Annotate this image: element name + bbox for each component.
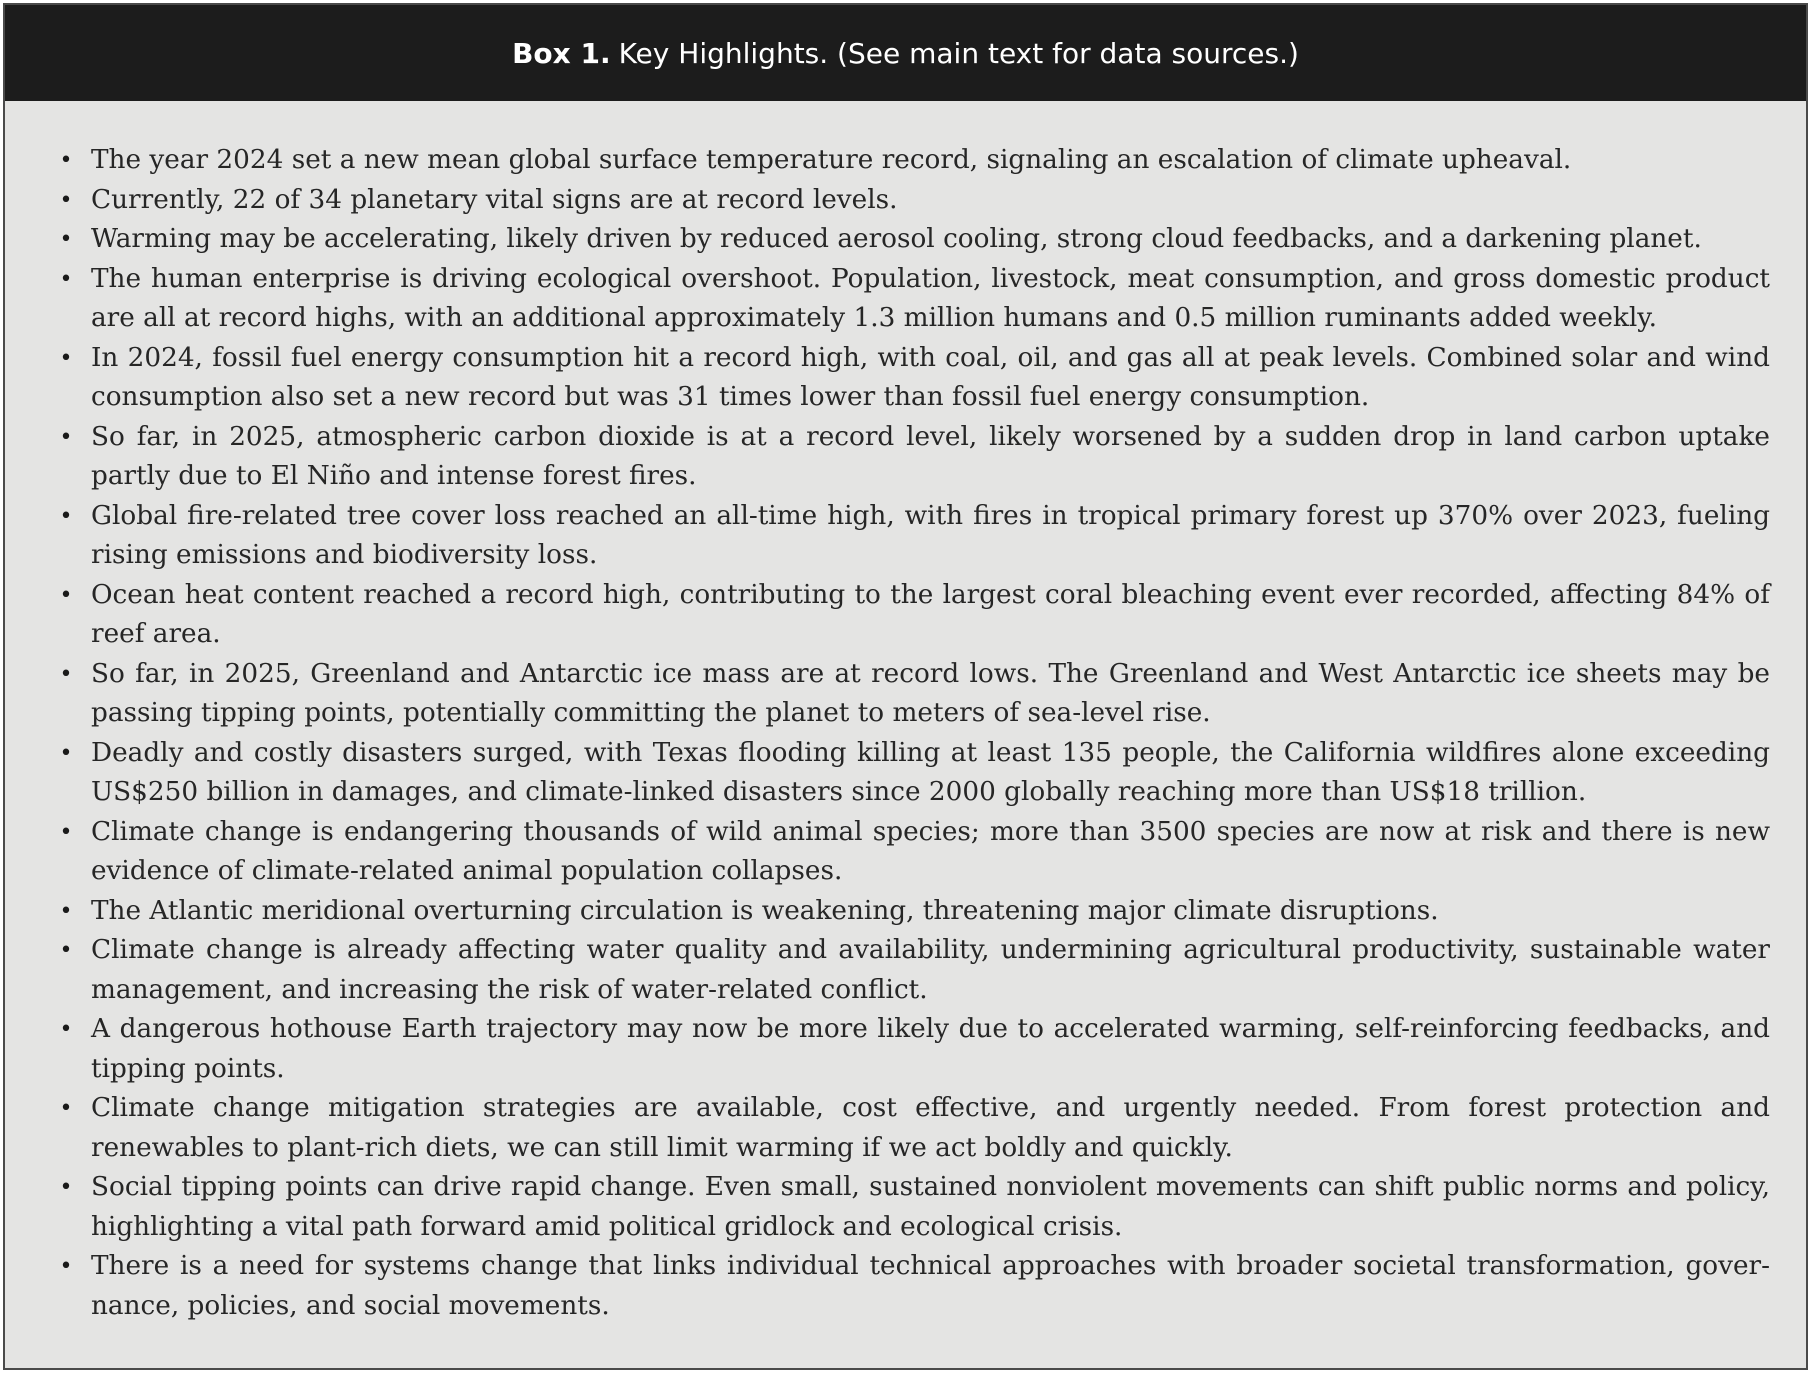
box-header: [5, 5, 1806, 101]
list-item-text: Ocean heat content reached a record high, contributing to the largest coral bleaching event ever recorded, affecting 84% of reef area.: [91, 579, 1770, 649]
list-item: [59, 1010, 1770, 1089]
box-title: Key Highlights. (See main text for data sources.): [618, 36, 1299, 70]
list-item-text: So far, in 2025, atmospheric carbon dioxide is at a record level, likely worsened by a sudden drop in land carbon uptake partly due to El Niño and intense forest fires.: [91, 421, 1770, 491]
bullet-icon: •: [59, 503, 73, 529]
key-highlights-box: [3, 3, 1808, 1370]
list-item: [59, 418, 1770, 497]
box-label: Box 1.: [512, 36, 611, 70]
list-item: [59, 220, 1770, 260]
bullet-icon: •: [59, 1254, 73, 1279]
bullet-icon: •: [59, 938, 73, 963]
list-item-text: Social tipping points can drive rapid change. Even small, sustained nonviolent movements can shift public norms and policy, highlighting a vital path forward amid political gridlock and ecological crisis.: [91, 1172, 1770, 1242]
list-item: [59, 497, 1770, 576]
list-item-text: The Atlantic meridional overturning circulation is weakening, threatening major climate disruptions.: [91, 895, 1439, 926]
bullet-icon: •: [59, 187, 73, 213]
bullet-icon: •: [59, 819, 73, 845]
bullet-icon: •: [59, 424, 73, 450]
bullet-icon: •: [59, 740, 73, 766]
bullet-icon: •: [59, 661, 73, 687]
list-item-text: Global fire-related tree cover loss reached an all-time high, with fires in tropical primary forest up 370% over 2023, fueling rising emissions and biodiversity loss.: [91, 500, 1770, 570]
bullet-icon: •: [59, 582, 73, 608]
bullet-icon: •: [59, 1175, 73, 1200]
list-item-text: Climate change is already affecting water quality and availability, undermining agricultural productivity, sustainable water management, and increasing the risk of water-related conflict.: [91, 935, 1770, 1005]
bullet-icon: •: [59, 148, 73, 173]
list-item: [59, 1247, 1770, 1326]
bullet-icon: •: [59, 266, 73, 292]
list-item-text: There is a need for systems change that links individual technical approaches with broader societal transformation, governance, policies, and social movements.: [91, 1251, 1770, 1321]
list-item-text: In 2024, fossil fuel energy consumption hit a record high, with coal, oil, and gas all at peak levels. Combined solar and wind consumption also set a new record but was 31 times lower than fossil fuel energy consumption.: [91, 342, 1770, 412]
list-item: [59, 141, 1770, 181]
list-item: [59, 576, 1770, 655]
list-item: [59, 1168, 1770, 1247]
list-item: [59, 655, 1770, 734]
list-item: [59, 181, 1770, 221]
list-item-text: Currently, 22 of 34 planetary vital signs are at record levels.: [91, 184, 898, 215]
list-item: [59, 1089, 1770, 1168]
list-item: [59, 339, 1770, 418]
bullet-icon: •: [59, 898, 73, 924]
list-item-text: A dangerous hothouse Earth trajectory may now be more likely due to accelerated warming, self-reinforcing feedbacks, and tipping points.: [91, 1014, 1770, 1084]
list-item-text: Climate change mitigation strategies are available, cost effective, and urgently needed. From forest protection and renewables to plant-rich diets, we can still limit warming if we act boldly and quickly.: [91, 1093, 1770, 1163]
list-item-text: The human enterprise is driving ecological overshoot. Population, livestock, meat consumption, and gross domestic product are all at record highs, with an additional approximately 1.3 million humans and 0.5 million ruminants added weekly.: [91, 263, 1770, 333]
box-body: [5, 141, 1806, 1326]
bullet-icon: •: [59, 345, 73, 371]
bullet-icon: •: [59, 1017, 73, 1042]
list-item-text: So far, in 2025, Greenland and Antarctic ice mass are at record lows. The Greenland and West Antarctic ice sheets may be passing tipping points, potentially committing the planet to meters of sea-level rise.: [91, 658, 1770, 728]
list-item-text: Deadly and costly disasters surged, with Texas flooding killing at least 135 people, the California wildfires alone exceeding US$250 billion in damages, and climate-linked disasters since 2000 globally reaching more than US$18 trillion.: [91, 737, 1770, 807]
bullet-icon: •: [59, 1096, 73, 1121]
list-item-text: The year 2024 set a new mean global surface temperature record, signaling an escalation of climate upheaval.: [91, 145, 1572, 175]
list-item: [59, 931, 1770, 1010]
bullet-icon: •: [59, 227, 73, 252]
list-item-text: Warming may be accelerating, likely driven by reduced aerosol cooling, strong cloud feedbacks, and a darkening planet.: [91, 224, 1702, 254]
list-item: [59, 892, 1770, 932]
highlights-list: [59, 141, 1770, 1326]
list-item: [59, 734, 1770, 813]
list-item: [59, 260, 1770, 339]
list-item-text: Climate change is endangering thousands of wild animal species; more than 3500 species are now at risk and there is new evidence of climate-related animal population collapses.: [91, 816, 1770, 886]
list-item: [59, 813, 1770, 892]
